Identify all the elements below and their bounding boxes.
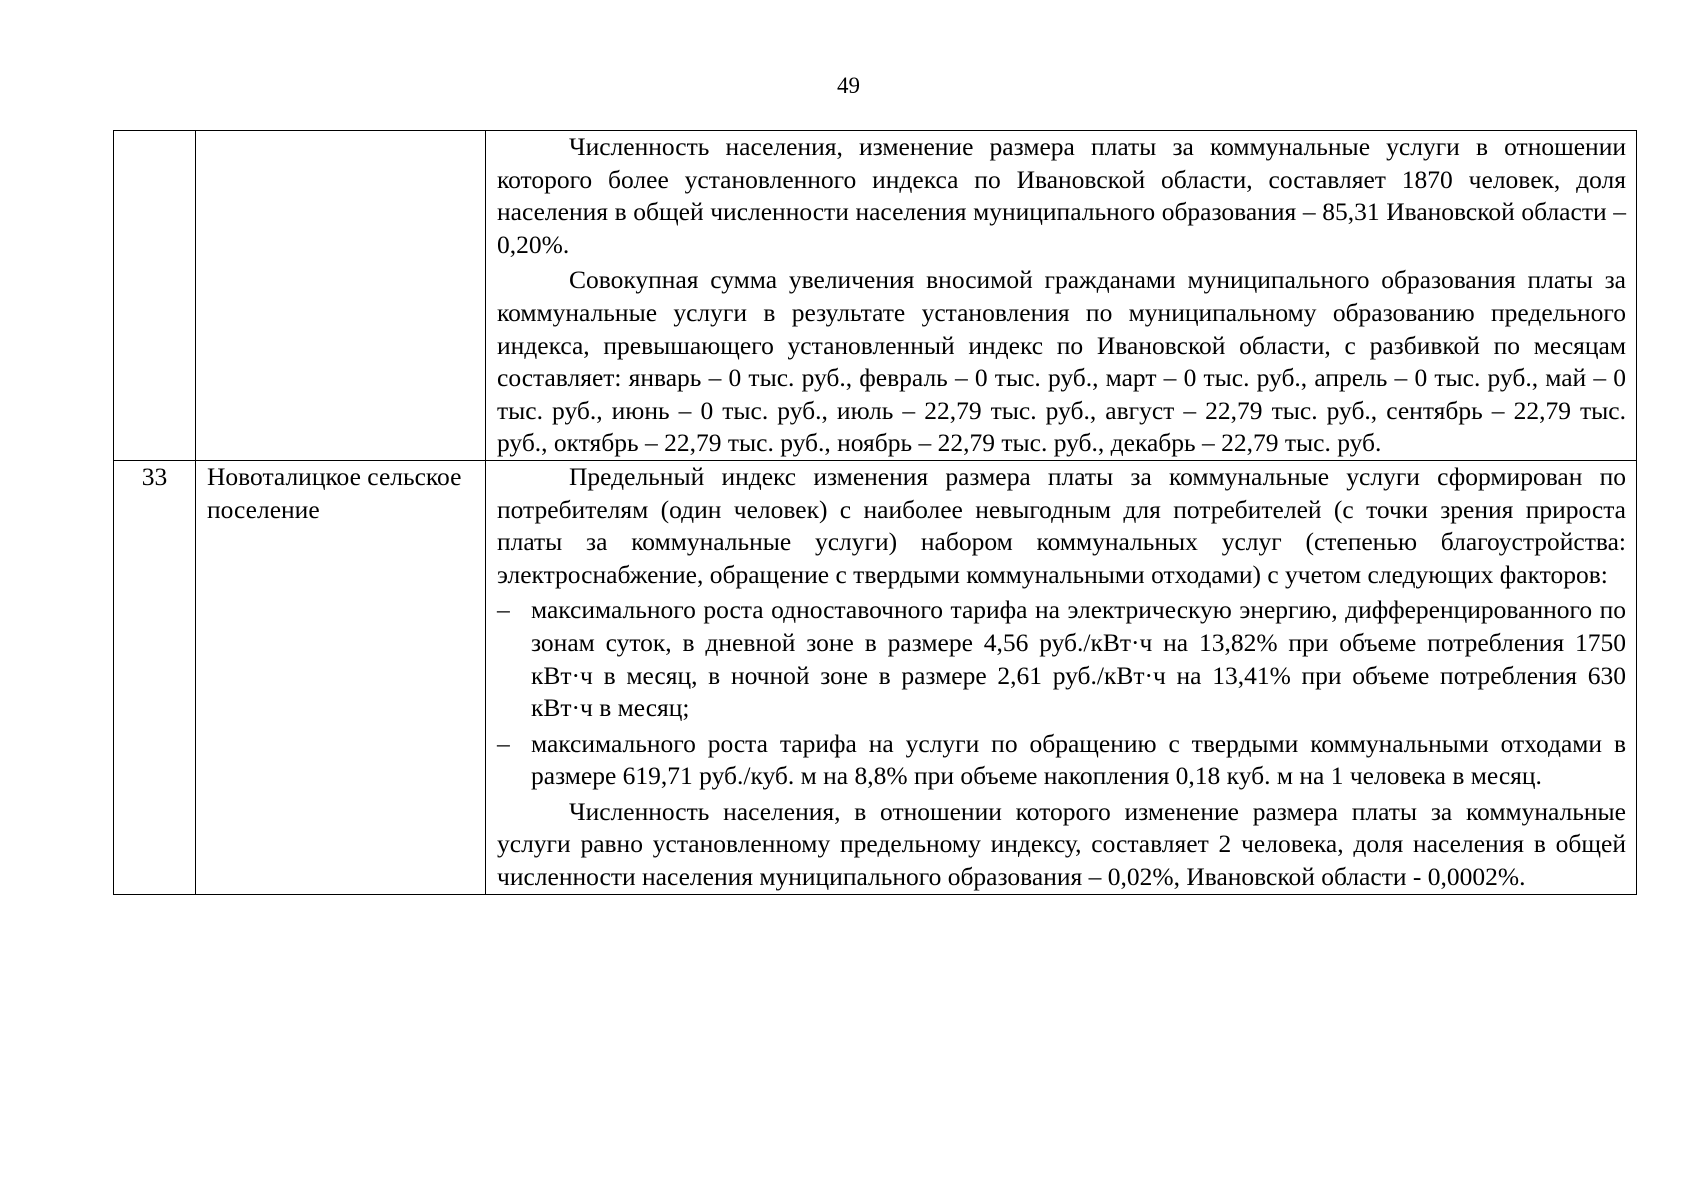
total-increase-paragraph: Совокупная сумма увеличения вносимой гражданами муниципального образования платы за коммунальные услуги в результате установления по муниципальному образованию предельного индекса, превышающего установленный индекс по Ивановской области, с разбивкой по месяцам составляет: январь – 0 тыс. руб., февраль – 0 тыс. руб., март – 0 тыс. руб., апрель – 0 тыс. руб., май – 0 тыс. руб., июнь – 0 тыс. руб., июль – 22,79 тыс. руб., август – 22,79 тыс. руб., сентябрь – 22,79 тыс. руб., октябрь – 22,79 тыс. руб., ноябрь – 22,79 тыс. руб., декабрь – 22,79 тыс. руб.: [497, 265, 1626, 458]
table-row: [114, 131, 1637, 461]
municipality-name-cell: Новоталицкое сельское поселение: [196, 460, 486, 894]
index-intro-paragraph: Предельный индекс изменения размера платы за коммунальные услуги сформирован по потребителям (один человек) с наиболее невыгодным для потребителей (с точки зрения прироста платы за коммунальные услуги) набором коммунальных услуг (степенью благоустройства: электроснабжение, обращение с твердыми коммунальными отходами) с учетом следующих факторов:: [497, 461, 1626, 589]
dash-bullet-icon: –: [497, 728, 510, 758]
list-item: [497, 594, 1626, 724]
population-paragraph: Численность населения, в отношении которого изменение размера платы за коммунальные услуги равно установленному предельному индексу, составляет 2 человека, доля населения в общей численности населения муниципального образования – 0,02%, Ивановской области - 0,0002%.: [497, 796, 1626, 892]
tariff-index-table: [113, 130, 1637, 895]
row-number-cell: [114, 131, 196, 461]
table-row: [114, 460, 1637, 894]
list-item-text: максимального роста одноставочного тарифа на электрическую энергию, дифференцированного по зонам суток, в дневной зоне в размере 4,56 руб./кВт·ч на 13,82% при объеме потребления 1750 кВт·ч в месяц, в ночной зоне в размере 2,61 руб./кВт·ч на 13,41% при объеме потребления 630 кВт·ч в месяц;: [531, 595, 1626, 723]
dash-bullet-icon: –: [497, 595, 510, 625]
page-number: 49: [837, 73, 860, 98]
population-paragraph: Численность населения, изменение размера платы за коммунальные услуги в отношении которого более установленного индекса по Ивановской области, составляет 1870 человек, доля населения в общей численности населения муниципального образования – 85,31 Ивановской области – 0,20%.: [497, 132, 1626, 259]
municipality-name-cell: [196, 131, 486, 461]
description-cell: [486, 131, 1637, 461]
description-cell: [486, 460, 1637, 894]
list-item: [497, 728, 1626, 793]
row-number-cell: 33: [114, 460, 196, 894]
list-item-text: максимального роста тарифа на услуги по обращению с твердыми коммунальными отходами в размере 619,71 руб./куб. м на 8,8% при объеме накопления 0,18 куб. м на 1 человека в месяц.: [531, 728, 1626, 791]
